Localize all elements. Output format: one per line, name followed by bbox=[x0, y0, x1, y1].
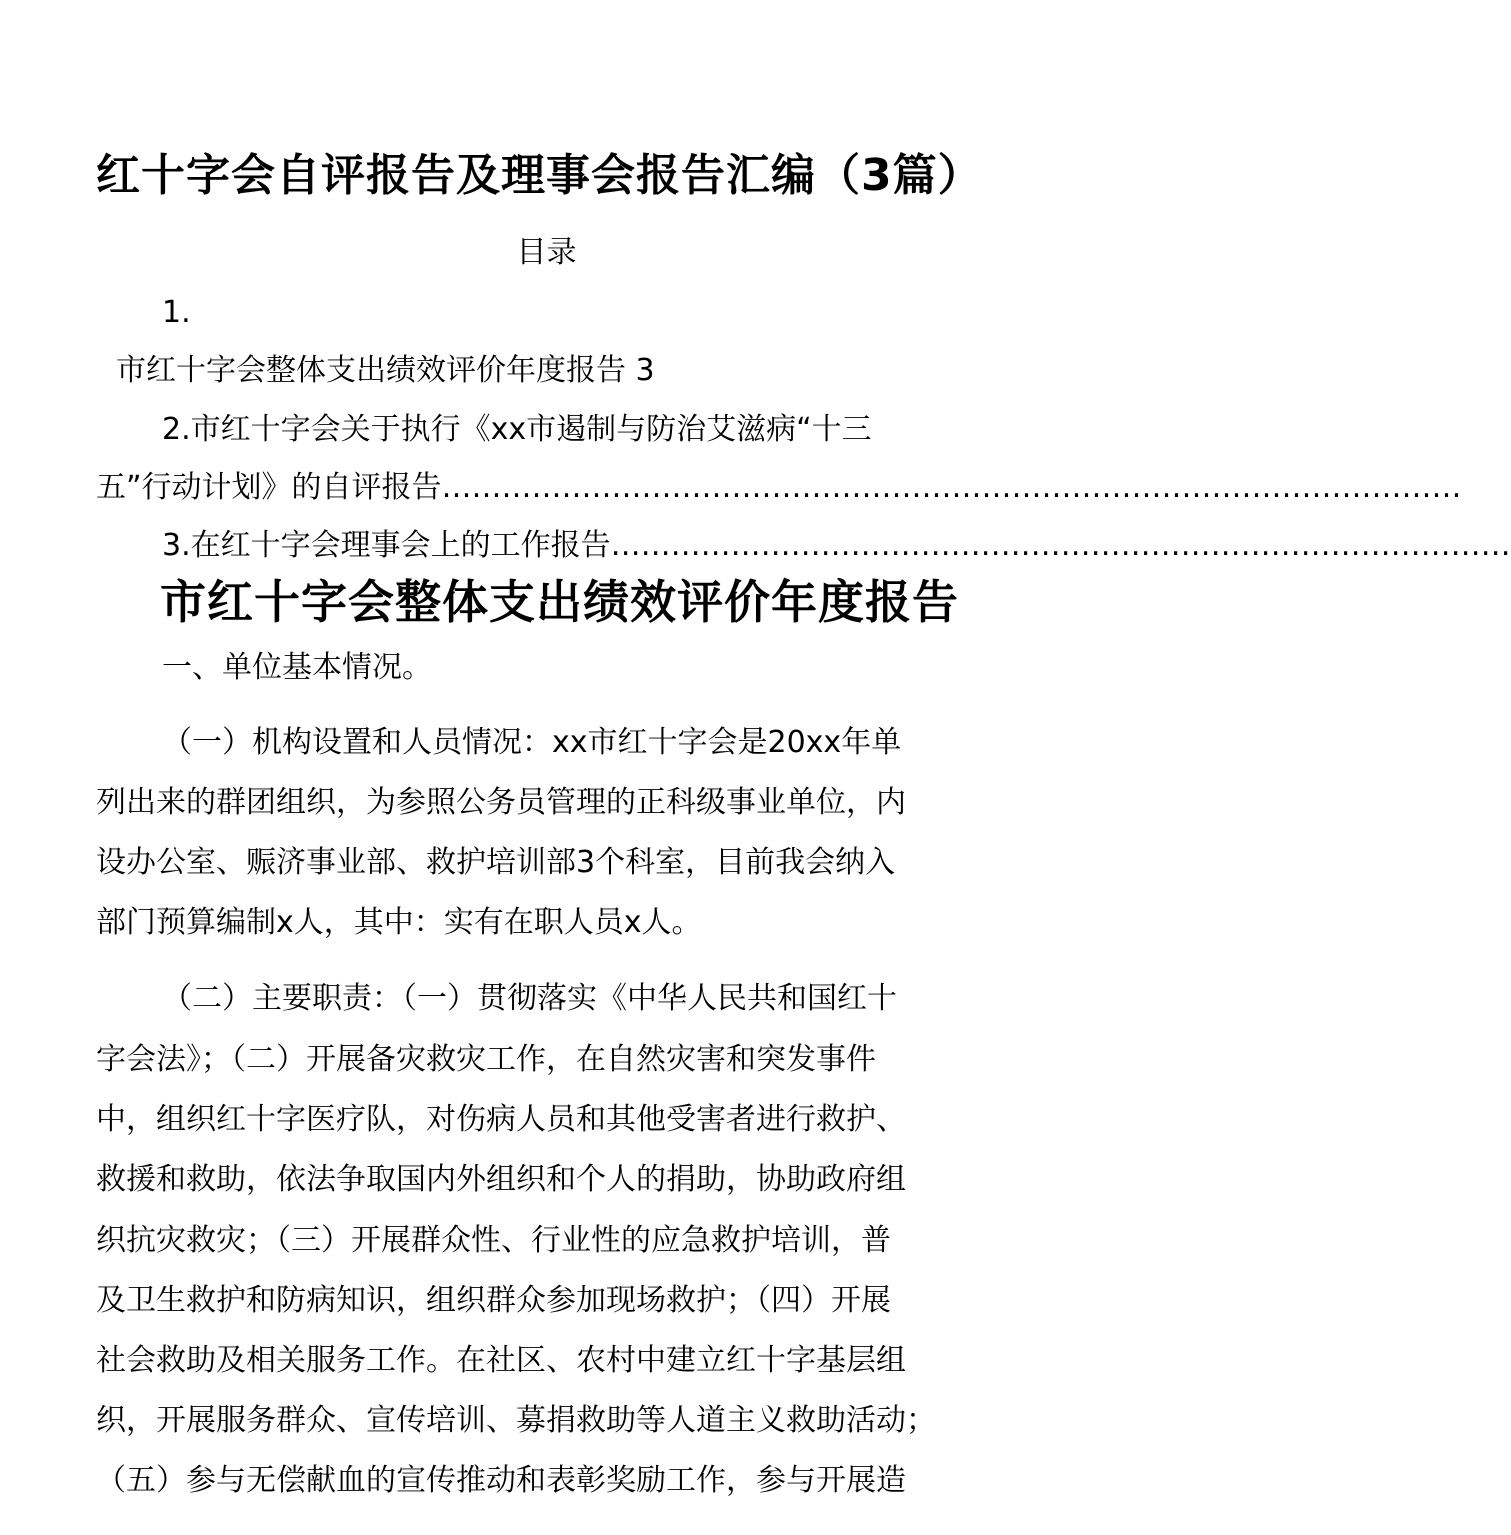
para1-line: （一）机构设置和人员情况：xx市红十字会是20xx年单 bbox=[162, 725, 902, 760]
toc-item-3: 3.在红十字会理事会上的工作报告……………………………………………………………………………… bbox=[162, 528, 1511, 563]
toc-heading: 目录 bbox=[516, 235, 577, 270]
toc-item-1-text: 市红十字会整体支出绩效评价年度报告 3 bbox=[116, 353, 655, 388]
para2-line: 救援和救助，依法争取国内外组织和个人的捐助，协助政府组 bbox=[96, 1162, 906, 1197]
para1-line: 设办公室、赈济事业部、救护培训部3个科室，目前我会纳入 bbox=[96, 845, 896, 880]
para2-line: 织，开展服务群众、宣传培训、募捐救助等人道主义救助活动； bbox=[96, 1403, 936, 1438]
toc-item-1-number: 1. bbox=[162, 295, 191, 330]
document-title: 红十字会自评报告及理事会报告汇编（3篇） bbox=[96, 150, 983, 201]
para2-line: 字会法》；（二）开展备灾救灾工作，在自然灾害和突发事件 bbox=[96, 1042, 876, 1077]
para1-line: 列出来的群团组织，为参照公务员管理的正科级事业单位，内 bbox=[96, 785, 906, 820]
para1-line: 部门预算编制x人，其中：实有在职人员x人。 bbox=[96, 905, 702, 940]
para2-line: 社会救助及相关服务工作。在社区、农村中建立红十字基层组 bbox=[96, 1343, 906, 1378]
section-title: 市红十字会整体支出绩效评价年度报告 bbox=[160, 575, 959, 629]
toc-item-2-line-2: 五”行动计划》的自评报告………………………………………………………………………………………… bbox=[96, 470, 1462, 505]
toc-item-2-line-1: 2.市红十字会关于执行《xx市遏制与防治艾滋病“十三 bbox=[162, 412, 872, 447]
para2-line: （五）参与无偿献血的宣传推动和表彰奖励工作，参与开展造 bbox=[96, 1463, 906, 1498]
section-subheading: 一、单位基本情况。 bbox=[162, 650, 432, 685]
para2-line: 及卫生救护和防病知识，组织群众参加现场救护；（四）开展 bbox=[96, 1283, 891, 1318]
para2-line: （二）主要职责：（一）贯彻落实《中华人民共和国红十 bbox=[162, 981, 897, 1016]
para2-line: 中，组织红十字医疗队，对伤病人员和其他受害者进行救护、 bbox=[96, 1102, 906, 1137]
para2-line: 织抗灾救灾；（三）开展群众性、行业性的应急救护培训，普 bbox=[96, 1223, 891, 1258]
